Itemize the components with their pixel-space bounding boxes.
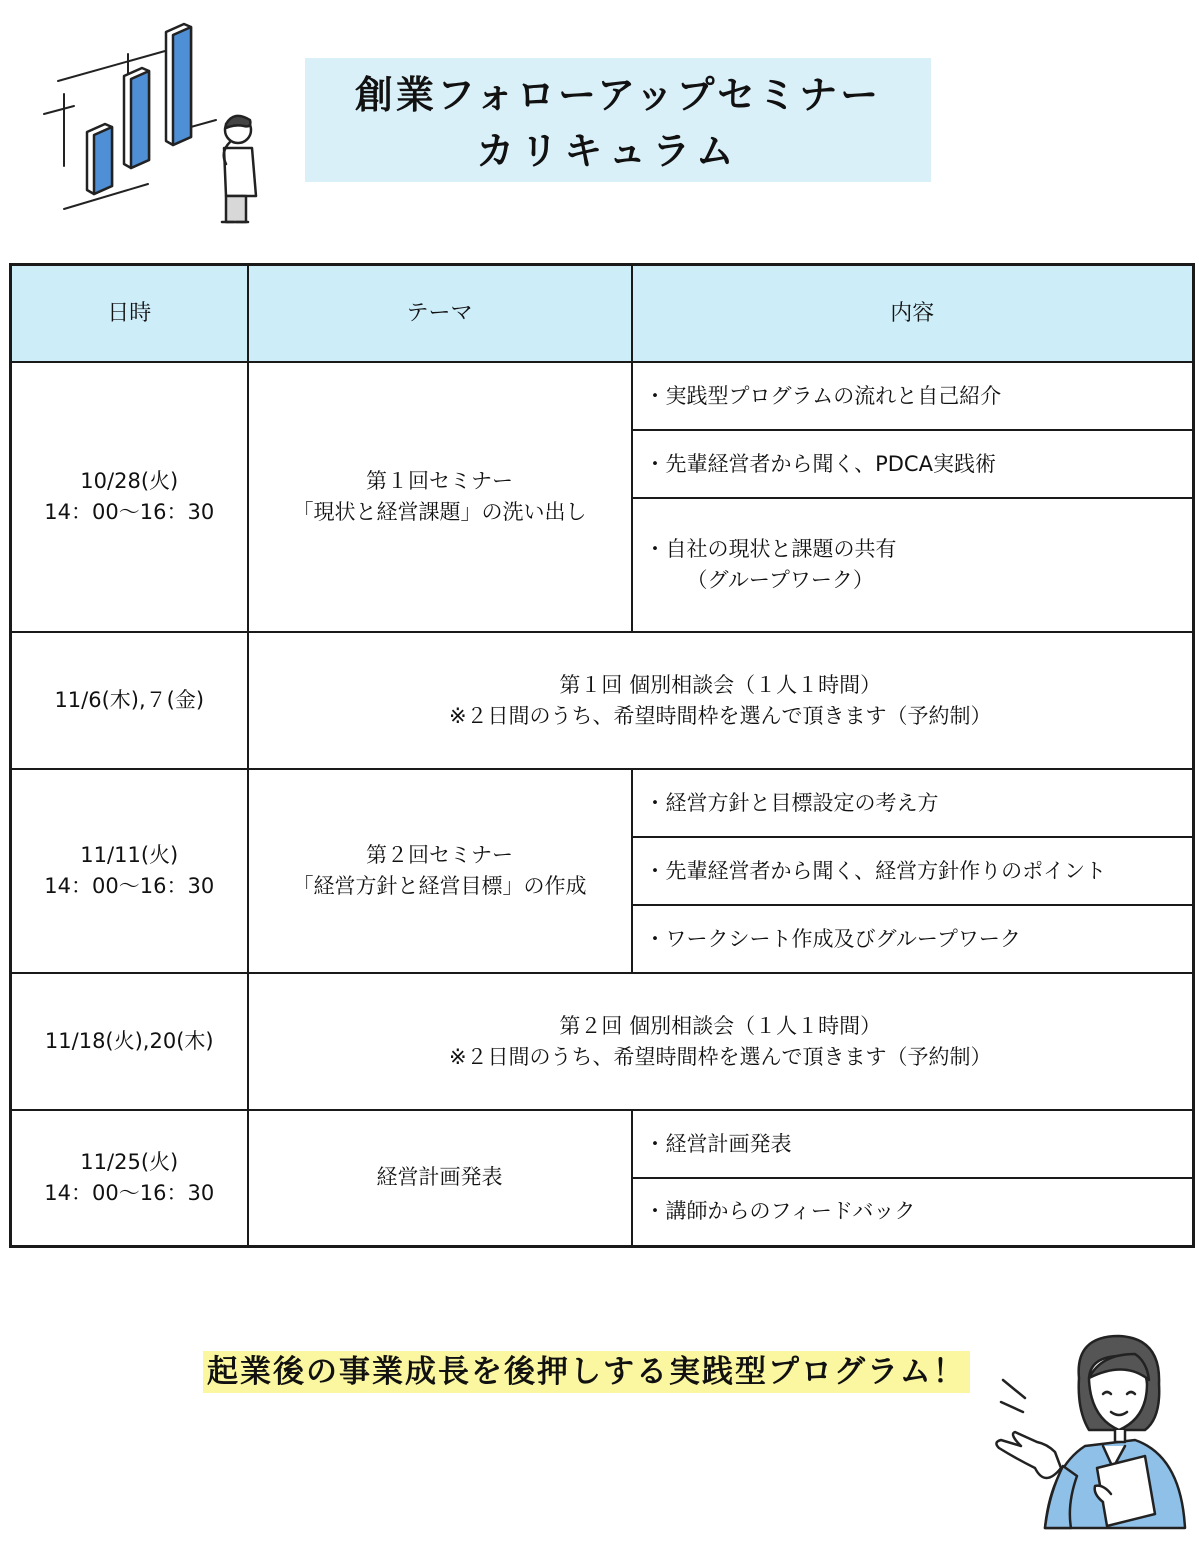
content-item: ・先輩経営者から聞く、経営方針作りのポイント xyxy=(632,837,1194,905)
date-cell xyxy=(11,1110,248,1246)
content-item: ・実践型プログラムの流れと自己紹介 xyxy=(632,362,1194,430)
page-title: 創業フォローアップセミナー xyxy=(354,73,882,117)
date-cell xyxy=(11,362,248,632)
table-row xyxy=(11,362,1194,430)
theme-cell: 経営計画発表 xyxy=(248,1110,632,1246)
theme-cell xyxy=(248,362,632,632)
table-row xyxy=(11,1110,1194,1178)
table-header-row xyxy=(11,265,1194,363)
consultation-title: 第２回 個別相談会（１人１時間） xyxy=(559,1013,882,1038)
date-text: 11/25(火) xyxy=(80,1149,179,1174)
consultation-title: 第１回 個別相談会（１人１時間） xyxy=(559,672,882,697)
table-row xyxy=(11,769,1194,837)
consultation-note: ※２日間のうち、希望時間枠を選んで頂きます（予約制） xyxy=(448,703,992,728)
table-row xyxy=(11,632,1194,769)
table-row xyxy=(11,973,1194,1110)
merged-cell xyxy=(248,632,1194,769)
content-item: ・ワークシート作成及びグループワーク xyxy=(632,905,1194,973)
theme-title: 第２回セミナー xyxy=(366,843,513,867)
header-theme: テーマ xyxy=(248,265,632,363)
header-content: 内容 xyxy=(632,265,1194,363)
bar-chart-man-illustration xyxy=(30,14,280,236)
time-text: 14：00〜16：30 xyxy=(44,500,215,524)
tagline: 起業後の事業成長を後押しする実践型プログラム！ xyxy=(203,1351,970,1393)
content-line-indent: （グループワーク） xyxy=(686,568,874,592)
presenter-woman-illustration xyxy=(985,1318,1195,1533)
header-date: 日時 xyxy=(11,265,248,363)
date-cell: 11/6(木),７(金) xyxy=(11,632,248,769)
consultation-note: ※２日間のうち、希望時間枠を選んで頂きます（予約制） xyxy=(448,1044,992,1069)
date-cell xyxy=(11,769,248,973)
content-item: ・先輩経営者から聞く、PDCA実践術 xyxy=(632,430,1194,498)
theme-cell xyxy=(248,769,632,973)
content-item: ・経営計画発表 xyxy=(632,1110,1194,1178)
date-cell: 11/18(火),20(木) xyxy=(11,973,248,1110)
date-text: 10/28(火) xyxy=(80,469,179,493)
page-subtitle: カリキュラム xyxy=(476,129,740,173)
content-line: ・自社の現状と課題の共有 xyxy=(644,537,897,561)
title-box xyxy=(305,58,931,182)
content-item: ・講師からのフィードバック xyxy=(632,1178,1194,1246)
theme-title: 第１回セミナー xyxy=(366,469,513,493)
time-text: 14：00〜16：30 xyxy=(44,1180,215,1205)
date-text: 11/11(火) xyxy=(80,843,179,867)
content-item: ・経営方針と目標設定の考え方 xyxy=(632,769,1194,837)
merged-cell xyxy=(248,973,1194,1110)
content-item xyxy=(632,498,1194,632)
curriculum-table xyxy=(9,263,1195,1248)
time-text: 14：00〜16：30 xyxy=(44,874,215,898)
theme-subtitle: 「経営方針と経営目標」の作成 xyxy=(292,874,587,898)
theme-subtitle: 「現状と経営課題」の洗い出し xyxy=(292,500,587,524)
